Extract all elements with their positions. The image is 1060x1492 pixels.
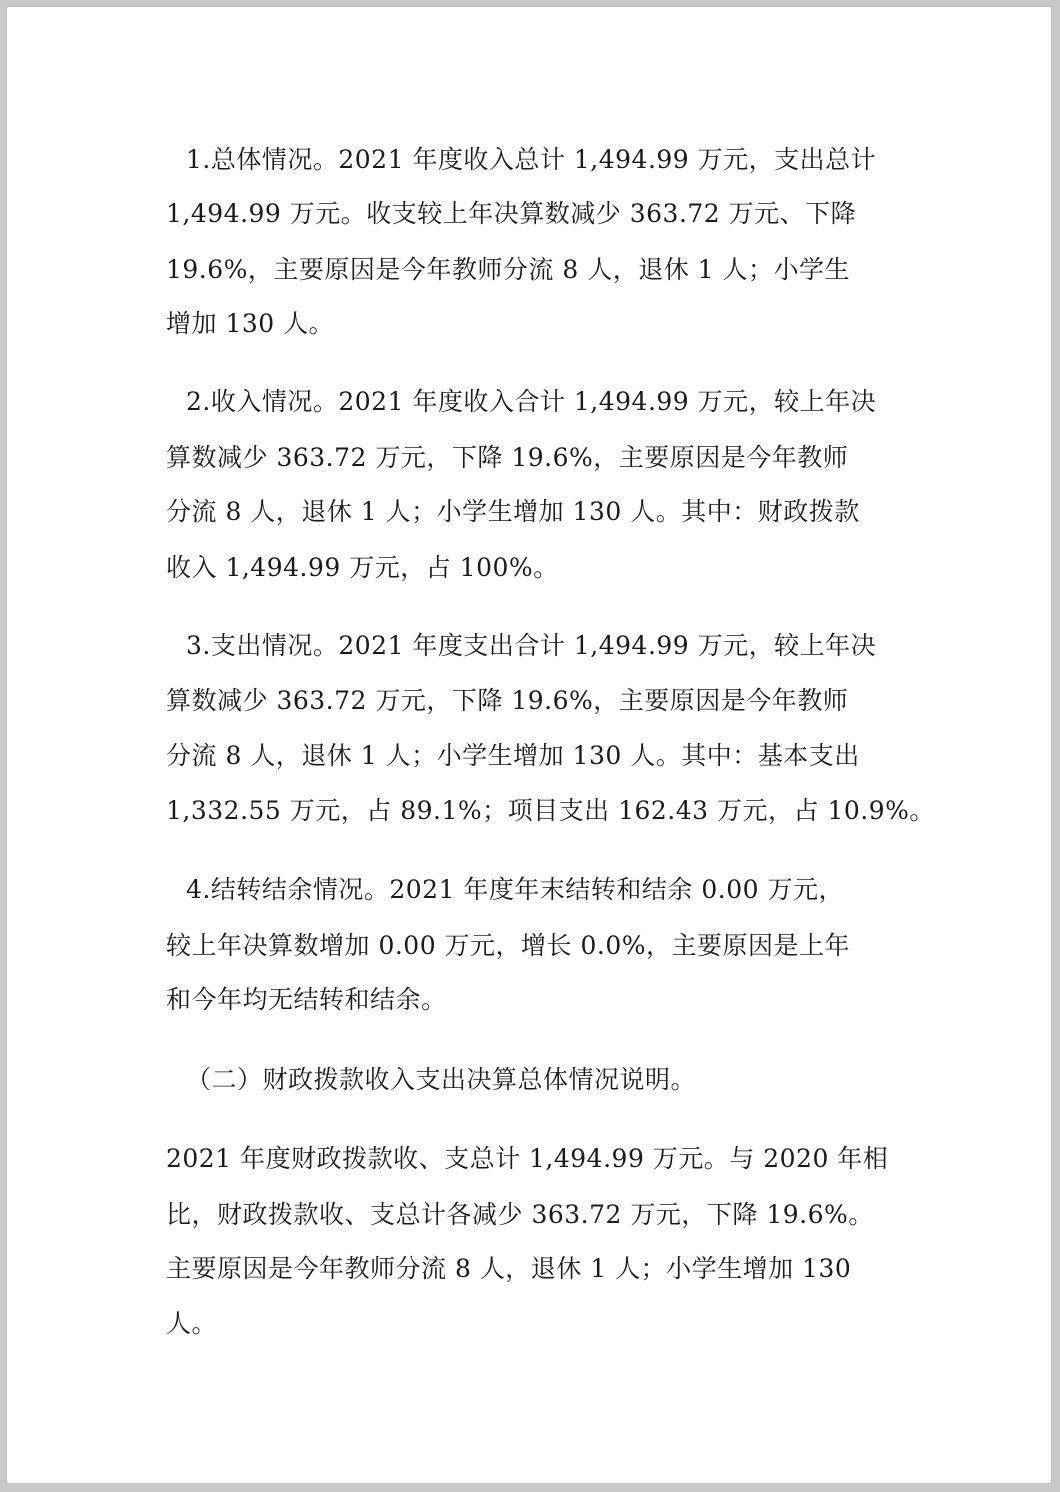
- paragraph-3-line-4: 1,332.55 万元，占 89.1%；项目支出 162.43 万元，占 10.9%。: [166, 796, 935, 825]
- paragraph-4-line-2: 较上年决算数增加 0.00 万元，增长 0.0%，主要原因是上年: [166, 931, 851, 960]
- paragraph-2-line-4: 收入 1,494.99 万元，占 100%。: [166, 553, 559, 582]
- paragraph-6-line-3: 主要原因是今年教师分流 8 人，退休 1 人；小学生增加 130: [166, 1254, 852, 1283]
- paragraph-4-line-3: 和今年均无结转和结余。: [166, 985, 447, 1014]
- paragraph-2-line-3: 分流 8 人，退休 1 人；小学生增加 130 人。其中：财政拨款: [166, 497, 860, 526]
- paragraph-1-line-1: 1.总体情况。2021 年度收入总计 1,494.99 万元，支出总计: [186, 145, 877, 174]
- paragraph-1-line-4: 增加 130 人。: [166, 309, 335, 338]
- paragraph-1-line-3: 19.6%，主要原因是今年教师分流 8 人，退休 1 人；小学生: [166, 255, 851, 284]
- paragraph-4-line-1: 4.结转结余情况。2021 年度年末结转和结余 0.00 万元，: [186, 875, 844, 904]
- paragraph-1-line-2: 1,494.99 万元。收支较上年决算数减少 363.72 万元、下降: [166, 199, 857, 228]
- paragraph-3-line-2: 算数减少 363.72 万元，下降 19.6%，主要原因是今年教师: [166, 686, 849, 715]
- paragraph-3-line-1: 3.支出情况。2021 年度支出合计 1,494.99 万元，较上年决: [186, 631, 877, 660]
- section-heading: （二）财政拨款收入支出决算总体情况说明。: [186, 1065, 697, 1094]
- paragraph-3-line-3: 分流 8 人，退休 1 人；小学生增加 130 人。其中：基本支出: [166, 741, 860, 770]
- paragraph-2-line-2: 算数减少 363.72 万元，下降 19.6%，主要原因是今年教师: [166, 443, 849, 472]
- paragraph-6-line-2: 比，财政拨款收、支总计各减少 363.72 万元，下降 19.6%。: [166, 1200, 874, 1229]
- paragraph-6-line-4: 人。: [166, 1309, 218, 1338]
- paragraph-6-line-1: 2021 年度财政拨款收、支总计 1,494.99 万元。与 2020 年相: [166, 1144, 889, 1173]
- paragraph-2-line-1: 2.收入情况。2021 年度收入合计 1,494.99 万元，较上年决: [186, 387, 877, 416]
